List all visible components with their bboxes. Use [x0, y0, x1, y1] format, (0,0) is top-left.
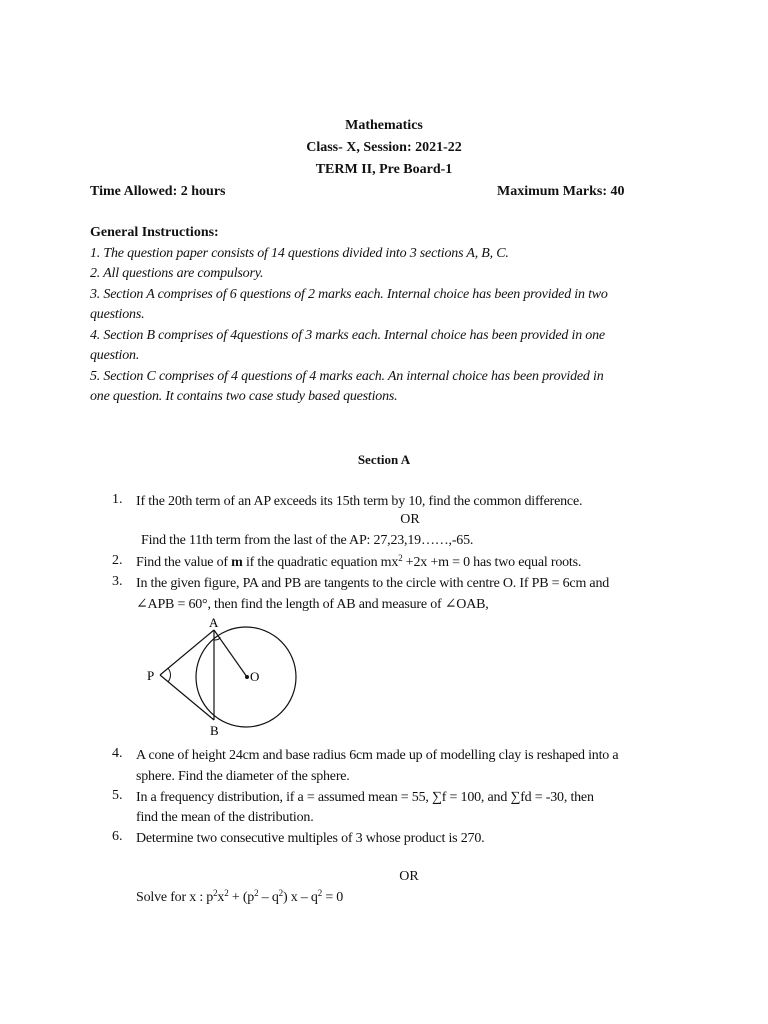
- q6-alt-part: = 0: [322, 890, 344, 905]
- question-2-post: +2x +m = 0 has two equal roots.: [402, 555, 582, 570]
- q6-alt-part: Solve for x : p: [136, 890, 214, 905]
- question-6-alternative: [136, 890, 343, 906]
- q6-alt-part: – q: [258, 890, 279, 905]
- q6-alt-part: + (p: [228, 890, 255, 905]
- q6-alt-sup: 2: [278, 888, 283, 898]
- instruction-5-cont: one question. It contains two case study based questions.: [90, 389, 398, 404]
- question-3-number: 3.: [112, 574, 123, 589]
- question-3-line-2: ∠APB = 60°, then find the length of AB and measure of ∠OAB,: [136, 597, 489, 612]
- question-4-line-2: sphere. Find the diameter of the sphere.: [136, 769, 350, 784]
- instruction-1: 1. The question paper consists of 14 questions divided into 3 sections A, B, C.: [90, 246, 509, 261]
- q6-alt-sup: 2: [224, 888, 229, 898]
- instruction-4-cont: question.: [90, 348, 140, 363]
- question-2-exponent: 2: [398, 553, 403, 563]
- instruction-5: 5. Section C comprises of 4 questions of 4 marks each. An internal choice has been provided in: [90, 369, 604, 384]
- question-4-line-1: A cone of height 24cm and base radius 6cm made up of modelling clay is reshaped into a: [136, 748, 619, 763]
- q6-alt-sup: 2: [254, 888, 259, 898]
- term-title: TERM II, Pre Board-1: [315, 162, 453, 177]
- radius-oa: [214, 630, 247, 677]
- subject-title: Mathematics: [345, 118, 423, 133]
- instruction-2: 2. All questions are compulsory.: [90, 266, 264, 281]
- label-p: P: [147, 668, 155, 683]
- angle-p-arc: [168, 668, 171, 682]
- section-a-heading: Section A: [357, 452, 411, 467]
- question-2-variable: m: [231, 555, 243, 570]
- tangent-circle-figure: [140, 614, 310, 742]
- question-2-text: [136, 553, 666, 574]
- question-1-or: OR: [400, 512, 420, 527]
- question-6-or: OR: [399, 869, 419, 884]
- q6-alt-sup: 2: [213, 888, 218, 898]
- instruction-3: 3. Section A comprises of 6 questions of 2 marks each. Internal choice has been provided in two: [90, 287, 608, 302]
- question-6-number: 6.: [112, 829, 123, 844]
- instruction-4: 4. Section B comprises of 4questions of 3 marks each. Internal choice has been provided in one: [90, 328, 605, 343]
- question-1-text: If the 20th term of an AP exceeds its 15th term by 10, find the common difference.: [136, 494, 583, 509]
- instruction-3-cont: questions.: [90, 307, 145, 322]
- question-1-alternative: Find the 11th term from the last of the AP: 27,23,19……,-65.: [141, 533, 474, 548]
- question-2-mid: if the quadratic equation mx: [242, 555, 399, 570]
- q6-alt-part: ) x – q: [282, 890, 318, 905]
- question-5-number: 5.: [112, 788, 123, 803]
- label-o: O: [250, 669, 260, 684]
- question-2-number: 2.: [112, 553, 123, 568]
- time-allowed: Time Allowed: 2 hours: [90, 184, 226, 199]
- question-5-line-1: In a frequency distribution, if a = assumed mean = 55, ∑f = 100, and ∑fd = -30, then: [136, 790, 594, 805]
- q6-alt-part: x: [217, 890, 225, 905]
- centre-point: [245, 675, 249, 679]
- question-6-text: Determine two consecutive multiples of 3 whose product is 270.: [136, 831, 485, 846]
- class-session: Class- X, Session: 2021-22: [306, 140, 462, 155]
- question-1-number: 1.: [112, 492, 123, 507]
- q6-alt-sup: 2: [317, 888, 323, 898]
- question-4-number: 4.: [112, 746, 123, 761]
- question-5-line-2: find the mean of the distribution.: [136, 810, 314, 825]
- instructions-heading: General Instructions:: [90, 225, 219, 240]
- question-2-pre: Find the value of: [136, 555, 232, 570]
- label-b: B: [210, 723, 219, 738]
- maximum-marks: Maximum Marks: 40: [497, 184, 625, 199]
- label-a: A: [209, 615, 219, 630]
- question-3-line-1: In the given figure, PA and PB are tangents to the circle with centre O. If PB = 6cm and: [136, 576, 610, 591]
